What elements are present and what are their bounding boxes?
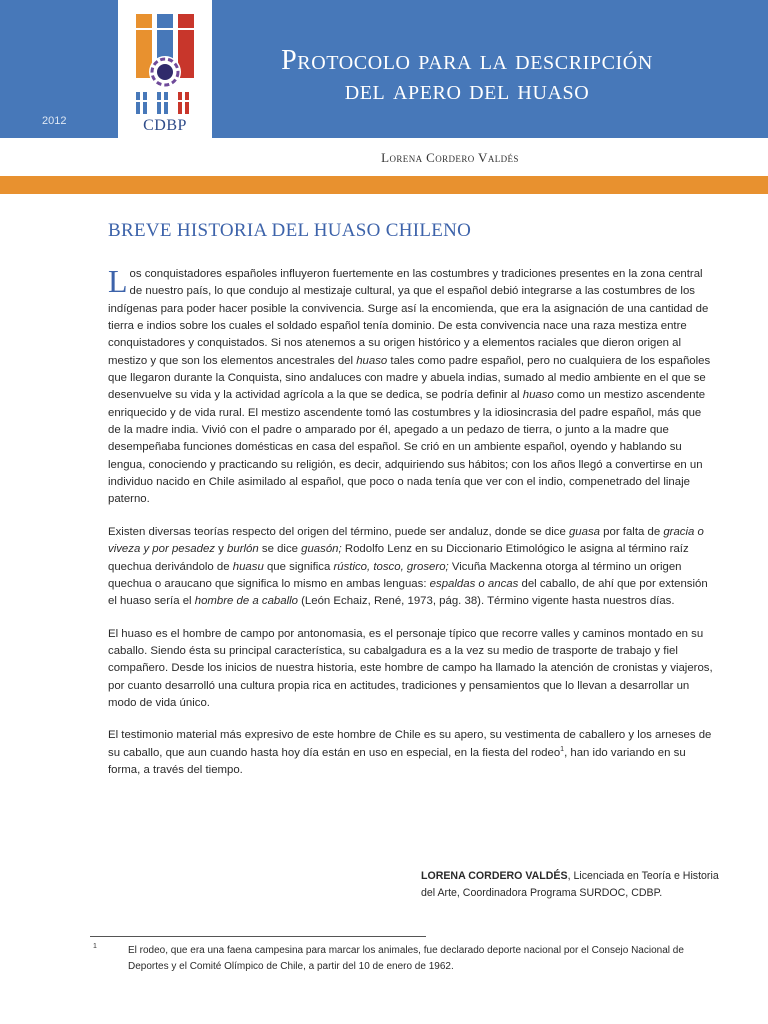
text-run: tales como padre español, pero no cualquiera de los españoles que llegaron durante la Conquista, sino andaluces con madre y abuela indias, sumado al medio ambiente en el que se desenvuelve su vida y la actividad agrícola a la que se dedica, se podría definir al (108, 354, 711, 402)
text-run: del caballo, de ahí que por extensión el huaso sería el (108, 577, 708, 608)
text-run: os conquistadores españoles influyeron fuertemente en las costumbres y tradiciones presentes en la zona central de nuestro país, lo que condujo al mestizaje cultural, ya que el español debió integrarse a las costumbres de los indígenas para poder hacer posible la convivencia. Surge así la encomienda, que era la asignación de una cantidad de tierra e indios sobre los cuales el soldado español tenía dominio. De esta convivencia nace una raza mestiza entre conquistadores y conquistados. Si nos atenemos a su origen histórico y a elementos raciales que dieron origen al mestizo y que son los elementos ancestrales del (108, 268, 709, 367)
text-run: y (215, 543, 228, 556)
author-bio (421, 868, 721, 902)
text-run: se dice (258, 543, 302, 556)
title-line-2: del apero del huaso (344, 75, 590, 106)
italic-term: gracia o viveza y por pesadez (108, 525, 704, 556)
text-run: que significa (263, 560, 334, 573)
article-body (108, 263, 716, 794)
italic-term: hombre de a caballo (194, 595, 298, 608)
drop-cap: L (108, 263, 128, 299)
footnote-ref[interactable]: 1 (560, 745, 565, 753)
italic-term: huaso (356, 354, 388, 367)
logo-text: CDBP (143, 117, 187, 134)
footnote-number: 1 (93, 943, 97, 950)
footnote-text: El rodeo, que era una faena campesina para marcar los animales, fue declarado deporte nacional por el Consejo Nacional de Deportes y el Comité Olímpico de Chile, a partir del 10 de enero de 1962. (128, 945, 684, 972)
italic-term: espaldas o ancas (429, 577, 519, 590)
text-run: (León Echaiz, René, 1973, pág. 38). Término vigente hasta nuestros días. (297, 595, 675, 608)
text-run: Vicuña Mackenna otorga al término un origen quechua o araucano que significa lo mismo en ambas lenguas: (108, 560, 682, 590)
text-run: , han ido variando en su forma, a través del tiempo. (108, 746, 686, 776)
text-run: por falta de (600, 525, 664, 538)
header-banner (0, 0, 768, 138)
orange-divider-bar (0, 176, 768, 194)
text-run: El testimonio material más expresivo de este hombre de Chile es su apero, su vestimenta de caballero y los arneses de su caballo, que aun cuando hasta hoy día están en uso en especial, en la fiesta del rodeo (108, 729, 712, 759)
paragraph-3: El huaso es el hombre de campo por antonomasia, es el personaje típico que recorre valles y caminos montado en su caballo. Siendo ésta su principal característica, su cabalgadura es a la vez su medio de trasporte de trabajo y fiel compañero. Desde los inicios de nuestra historia, este hombre de campo ha llamado la atención de cronistas y viajeros, por cuanto desarrolló una cultura propia rica en actitudes, tradiciones y pensamientos que lo llevan a desarrollar un modo de vida único. (108, 627, 713, 709)
italic-term: burlón (227, 543, 259, 556)
cdbp-logo (118, 0, 212, 138)
text-run: Existen diversas teorías respecto del origen del término, puede ser andaluz, donde se dice (108, 525, 569, 538)
paragraph-4 (108, 727, 716, 779)
text-run: como un mestizo ascendente enriquecido y de vida rural. El mestizo ascendente tomó las costumbres y la idiosincrasia del padre español, más que de la madre india. Vivió con el padre o amparado por él, apegado a un pedazo de tierra, o junto a la madre que desempeñaba funciones domésticas en casa del español. Se crió en un ambiente español, oyendo y hablando su lengua, conociendo y practicando su religión, es decir, adquiriendo sus hábitos; con los años llegó a convertirse en un individuo nacido en Chile asimilado al español, que poco o nada tenía que ver con el indio, compenetrado del linaje paterno. (108, 389, 706, 506)
footnote-divider (90, 936, 426, 937)
italic-term: huasu (232, 560, 264, 573)
italic-term: guasa (568, 525, 601, 538)
italic-term: rústico, tosco, grosero; (333, 560, 449, 573)
bio-name: LORENA CORDERO VALDÉS (421, 870, 568, 882)
document-title (222, 46, 712, 106)
bio-description: , Licenciada en Teoría e Historia del Arte, Coordinadora Programa SURDOC, CDBP. (421, 870, 719, 899)
author-name: Lorena Cordero Valdés (381, 150, 519, 165)
publication-year: 2012 (42, 115, 67, 127)
text-run: Rodolfo Lenz en su Diccionario Etimológico le asigna al término raíz quechua derivándolo de (108, 543, 689, 573)
paragraph-1 (108, 263, 716, 509)
section-title: BREVE HISTORIA DEL HUASO CHILENO (108, 220, 472, 241)
paragraph-2 (108, 524, 716, 611)
italic-term: huaso (522, 389, 554, 402)
title-line-1: Protocolo para la descripción (281, 45, 653, 76)
italic-term: guasón; (301, 543, 342, 556)
cdbp-logo-mark (132, 14, 198, 118)
